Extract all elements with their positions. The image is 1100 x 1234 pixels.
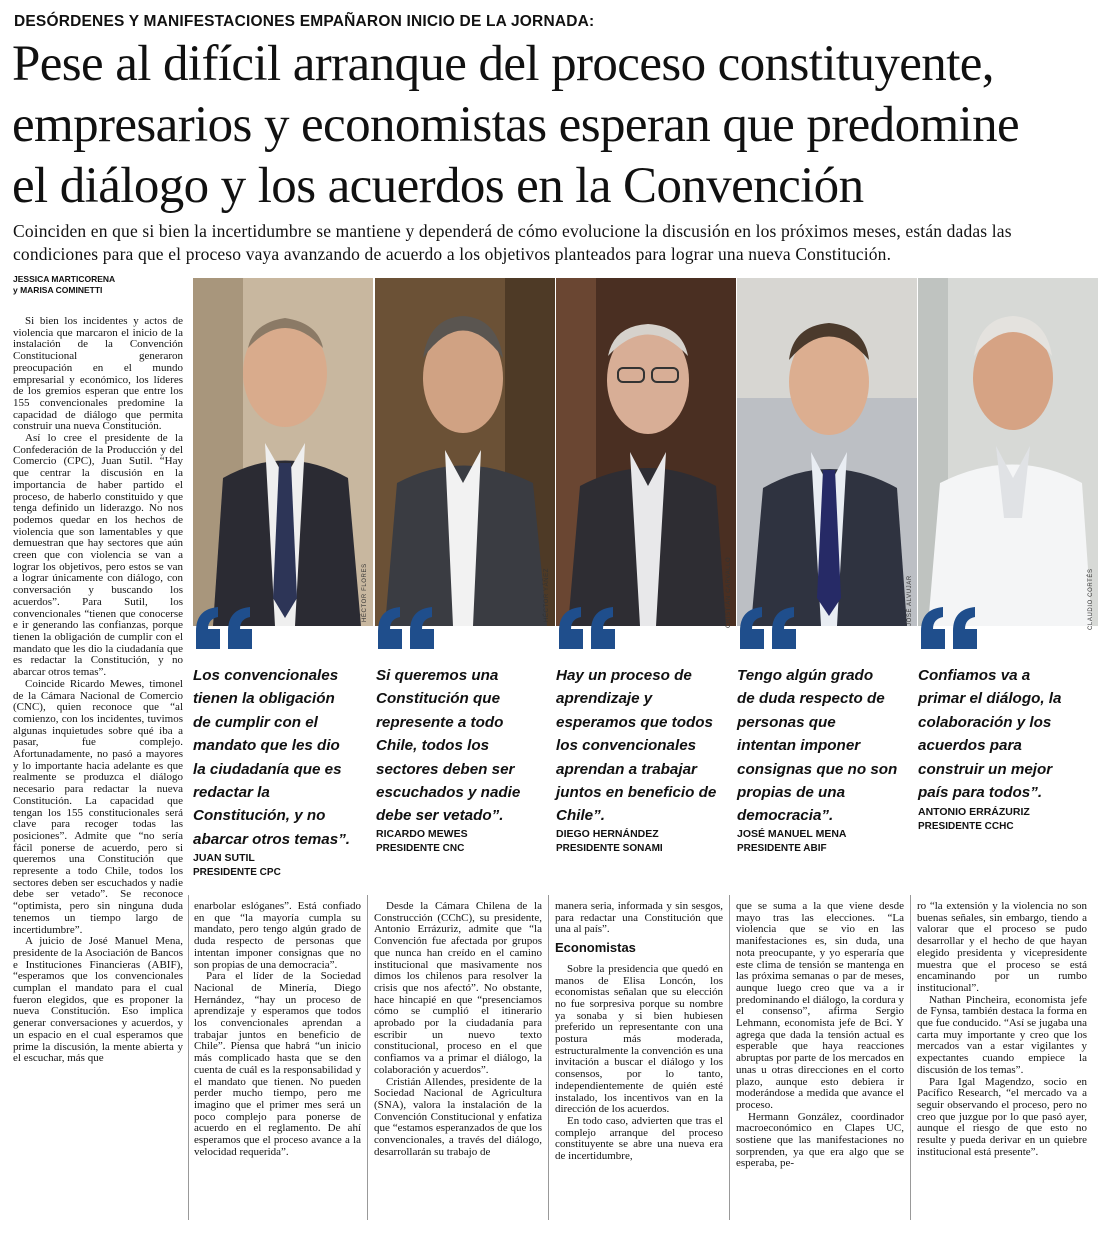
quote-line: Confiamos va a	[918, 667, 1031, 684]
quote-line: redactar la	[193, 784, 270, 802]
quote-line: los convencionales	[556, 737, 697, 755]
quote-line: construir un mejor	[918, 760, 1053, 778]
quote-line: tienen la obligación	[193, 690, 335, 708]
body-paragraph: Cristián Allendes, presidente de la Sociedad Nacional de Agricultura (SNA), valora la instalación de la Convención Constitucional y enfatiza que “estamos esperanzados de que los convencionales, a través del diálogo, desarrollarán su trabajo de	[374, 1075, 542, 1158]
column-rule	[188, 895, 189, 1220]
quote-line: aprendan a trabajar	[556, 760, 697, 778]
quote-mark-icon	[919, 605, 981, 651]
column-rule	[367, 895, 368, 1220]
quote-line: propias de una	[737, 784, 846, 802]
body-paragraph: En todo caso, advierten que tras el complejo arranque del proceso constituyente se abre una nueva era de incertidumbre,	[555, 1114, 723, 1163]
pull-quote	[376, 664, 556, 828]
body-column-4	[555, 901, 723, 1163]
body-paragraph: Así lo cree el presidente de la Confederación de la Producción y del Comercio (CPC), Juan Sutil. “Hay que centrar la discusión en la importancia de haber partido el proceso, de haberlo constituido y que tenga definido un liderazgo. No nos podemos quedar en los hechos de violencia que son lamentables y que demuestran que hay sectores que aún creen que con violencia se van a lograr los objetivos, pero estos se van a lograr únicamente con diálogo, con conversación y buscando los acuerdos”. Para Sutil, los convencionales “tienen que conocerse e ir generando las confianzas, porque tienen la obligación de cumplir con el mandato que les dio la ciudadanía que es redactar la Constitución, y no abarcar otros temas”.	[13, 432, 183, 679]
quote-mark-icon	[194, 605, 256, 651]
body-paragraph: Para el líder de la Sociedad Nacional de Minería, Diego Hernández, “hay un proceso de aprendizaje y esperamos que todos los convencionales aprendan a trabajar juntos en beneficio de Chile”. Piensa que habrá “un inicio más complicado hasta que se den cuenta de cuál es la responsabilidad y el mandato que tienen. No pueden perder mucho tiempo, pero me imagino que el primer mes será un poco complejo para ponerse de acuerdo en el reglamento. De ahí esperamos que el proceso avance a la velocidad requerida”.	[194, 970, 361, 1158]
portrait-juan-sutil	[193, 278, 373, 626]
quote-mark-icon	[557, 605, 619, 651]
quote-line: Tengo algún grado	[737, 667, 874, 684]
column-rule	[910, 895, 911, 1220]
body-paragraph: Desde la Cámara Chilena de la Construcción (CChC), su presidente, Antonio Errázuriz, admite que “la Convención fue afectada por grupos que nunca han creído en el camino institucional que masivamente nos dimos los chilenos para resolver la crisis que nos afectó”. No obstante, hace hincapié en que “presenciamos cómo se cumplió el itinerario aprobado por la ciudadanía para escribir un nuevo texto constitucional, proceso en el que confiamos va a primar el diálogo, la colaboración y acuerdos”.	[374, 900, 542, 1076]
quote-line: escuchados y nadie	[376, 784, 521, 802]
body-column-1	[13, 316, 183, 1065]
quote-line: Hay un proceso de	[556, 667, 692, 684]
quote-author-name: JOSÉ MANUEL MENA	[737, 828, 847, 840]
body-paragraph: Sobre la presidencia que quedó en manos de Elisa Loncón, los economistas señalan que su elección no fue sorpresiva porque su nombre ya sonaba y si bien hubiesen preferido un representante con una postura más moderada, estructuralmente la convención es una invitación a buscar el diálogo y los consensos, por lo tanto, independientemente de quién esté instalado, los incentivos van en la dirección de los acuerdos.	[555, 962, 723, 1116]
portrait-jose-manuel-mena	[737, 278, 917, 626]
photo-credit: JOSÉ ALVUJAR	[907, 575, 913, 626]
column-rule	[729, 895, 730, 1220]
quote-author-role: PRESIDENTE SONAMI	[556, 843, 663, 854]
body-column-2	[194, 901, 361, 1158]
quote-line: consignas que no son	[737, 760, 898, 778]
portrait-ricardo-mewes	[375, 278, 555, 626]
quote-author-name: JUAN SUTIL	[193, 852, 255, 864]
portrait-photo	[737, 278, 917, 626]
body-paragraph: enarbolar eslóganes”. Está confiado en que “la mayoría cumpla su mandato, pero tengo algún grado de duda respecto de personas que intentan imponer consignas que no son propias de una democracia”.	[194, 900, 361, 971]
quote-author-role: PRESIDENTE CNC	[376, 843, 465, 854]
quote-line: la ciudadanía que es	[193, 760, 342, 778]
quote-line: Chile, todos los	[376, 737, 490, 755]
lede-line: Coinciden en que si bien la incertidumbre se mantiene y dependerá de cómo evolucione la discusión en los próximos meses, están dadas las	[13, 221, 1012, 241]
quote-line: Chile”.	[556, 807, 605, 825]
column-rule	[548, 895, 549, 1220]
quote-line: Los convencionales	[193, 667, 339, 684]
quote-author-name: DIEGO HERNÁNDEZ	[556, 828, 659, 840]
quote-line: de cumplir con el	[193, 713, 318, 731]
portrait-photo	[375, 278, 555, 626]
pull-quote	[737, 664, 917, 828]
quote-line: juntos en beneficio de	[556, 784, 717, 802]
section-heading: Economistas	[555, 940, 636, 956]
photo-credit: CRISTIÁN CARVALLO	[726, 556, 732, 628]
quote-line: Constitución, y no	[193, 807, 326, 825]
quote-line: acuerdos para	[918, 737, 1022, 755]
photo-credit: CLAUDIO CORTÉS	[1088, 568, 1094, 630]
lede	[13, 220, 1088, 266]
pull-quote	[556, 664, 736, 828]
pull-quote	[918, 664, 1098, 804]
body-column-3	[374, 901, 542, 1158]
portrait-photo	[918, 278, 1098, 626]
quote-line: debe ser vetado”.	[376, 807, 504, 825]
portrait-diego-hernandez	[556, 278, 736, 626]
quote-line: sectores deben ser	[376, 760, 515, 778]
quote-line: colaboración y los	[918, 713, 1052, 731]
photo-credit: HÉCTOR YÁÑEZ	[544, 568, 550, 622]
quote-author-role: PRESIDENTE CPC	[193, 867, 281, 878]
byline-author: y MARISA COMINETTI	[13, 285, 103, 295]
byline-author: JESSICA MARTICORENA	[13, 274, 116, 284]
kicker: DESÓRDENES Y MANIFESTACIONES EMPAÑARON INICIO DE LA JORNADA:	[14, 13, 595, 30]
headline-line: Pese al difícil arranque del proceso constituyente,	[12, 36, 994, 92]
pull-quote	[193, 664, 373, 851]
quote-line: Si queremos una	[376, 667, 499, 684]
body-paragraph: Hermann González, coordinador macroeconómico en Clapes UC, sostiene que las manifestaciones no sorprenden, ya que era algo que se esperaba, pe-	[736, 1110, 904, 1170]
quote-line: de duda respecto de	[737, 690, 885, 708]
quote-line: Constitución que	[376, 690, 501, 708]
quote-line: democracia”.	[737, 807, 834, 825]
body-paragraph: manera seria, informada y sin sesgos, para redactar una Constitución que una al país”.	[555, 900, 723, 936]
quote-line: abarcar otros temas”.	[193, 830, 351, 848]
byline	[13, 274, 115, 296]
photo-credit: HÉCTOR FLORES	[362, 563, 368, 622]
quote-mark-icon	[376, 605, 438, 651]
quote-line: primar el diálogo, la	[918, 690, 1062, 708]
headline-line: empresarios y economistas esperan que predomine	[12, 97, 1020, 153]
quote-line: aprendizaje y	[556, 690, 653, 708]
lede-line: condiciones para que el proceso vaya avanzando de acuerdo a los objetivos planteados para lograr una nueva Constitución.	[13, 244, 892, 264]
body-paragraph: Si bien los incidentes y actos de violencia que marcaron el inicio de la instalación de la Convención Constitucional generaron preocupación en el mundo empresarial y económico, los líderes de los gremios esperan que entre los 155 convencionales predomine la capacidad de diálogo que permita construir una nueva Constitución.	[13, 315, 183, 433]
body-paragraph: Nathan Pincheira, economista jefe de Fynsa, también destaca la forma en que fue conducido. “Así se jugaba una carta muy importante y creo que los mercados van a estar vigilantes y expectantes cuando empiece la discusión de los temas”.	[917, 993, 1087, 1076]
quote-author-role: PRESIDENTE CCHC	[918, 821, 1014, 832]
quote-line: represente a todo	[376, 713, 504, 731]
headline	[12, 34, 1092, 217]
quote-line: personas que	[737, 713, 836, 731]
quote-mark-icon	[738, 605, 800, 651]
body-paragraph: Para Igal Magendzo, socio en Pacífico Research, “el mercado va a seguir observando el proceso, pero no creo que juzgue por lo que pasó ayer, aunque el riesgo de que esto no resulte y pueda derivar en un quiebre institucional está presente”.	[917, 1075, 1087, 1158]
body-paragraph: Coincide Ricardo Mewes, timonel de la Cámara Nacional de Comercio (CNC), quien reconoce que “al comienzo, con los incidentes, tuvimos algunas inquietudes sobre qué iba a pasar, fue complejo. Afortunadamente, no pasó a mayores y lo importante hacia adelante es que realmente se produzca el diálogo necesario para redactar la nueva Constitución. La capacidad que tengan los 155 constitucionales será clave para recoger todas las posiciones”. Admite que “no sería fácil ponerse de acuerdo, pero si queremos una Constitución que represente a todo Chile, todos los sectores deben ser escuchados y nadie debe ser vetado”. Se reconoce “optimista, pero sin ninguna duda tenemos un tiempo largo de incertidumbre”.	[13, 677, 183, 936]
quote-line: intentan imponer	[737, 737, 861, 755]
quote-author-name: RICARDO MEWES	[376, 828, 468, 840]
quote-author-role: PRESIDENTE ABIF	[737, 843, 827, 854]
body-column-5	[736, 901, 904, 1170]
quote-line: esperamos que todos	[556, 713, 713, 731]
quote-line: país para todos”.	[918, 784, 1043, 802]
body-paragraph: que se suma a la que viene desde mayo tras las elecciones. “La violencia que se vio en las manifestaciones es, sin duda, una nota preocupante, y yo esperaría que este clima de tensión se mantenga en las próxima semanas o par de meses, aunque luego creo que va a ir predominando el diálogo, la cordura y el consenso”, afirma Sergio Lehmann, economista jefe de Bci. Y agrega que dada la tensión actual es esperable que haya reacciones abruptas por parte de los mercados en unas u otras direcciones en el corto plazo, aunque esto debiera ir moderándose a medida que avance el proceso.	[736, 900, 905, 1111]
body-paragraph: ro “la extensión y la violencia no son buenas señales, sin embargo, tiendo a valorar que el proceso se pudo desarrollar y el hecho de que hayan elegido presidenta y vicepresidente muestra que el proceso se está encaminando por un rumbo institucional”.	[917, 900, 1087, 994]
quote-line: mandato que les dio	[193, 737, 340, 755]
headline-line: el diálogo y los acuerdos en la Convención	[12, 158, 864, 214]
portrait-photo	[556, 278, 736, 626]
body-column-6	[917, 901, 1087, 1158]
quote-author-name: ANTONIO ERRÁZURIZ	[918, 806, 1030, 818]
body-paragraph: A juicio de José Manuel Mena, presidente de la Asociación de Bancos e Instituciones Financieras (ABIF), “esperamos que los convencionales cumplan el mandato para el cual fueron elegidos, que es proponer la nueva Constitución. Eso implica generar conversaciones y acuerdos, y un espacio en el cual esperamos que prime la discusión, la mente abierta y el escuchar, más que	[13, 935, 183, 1065]
portrait-photo	[193, 278, 373, 626]
portrait-antonio-errazuriz	[918, 278, 1098, 626]
